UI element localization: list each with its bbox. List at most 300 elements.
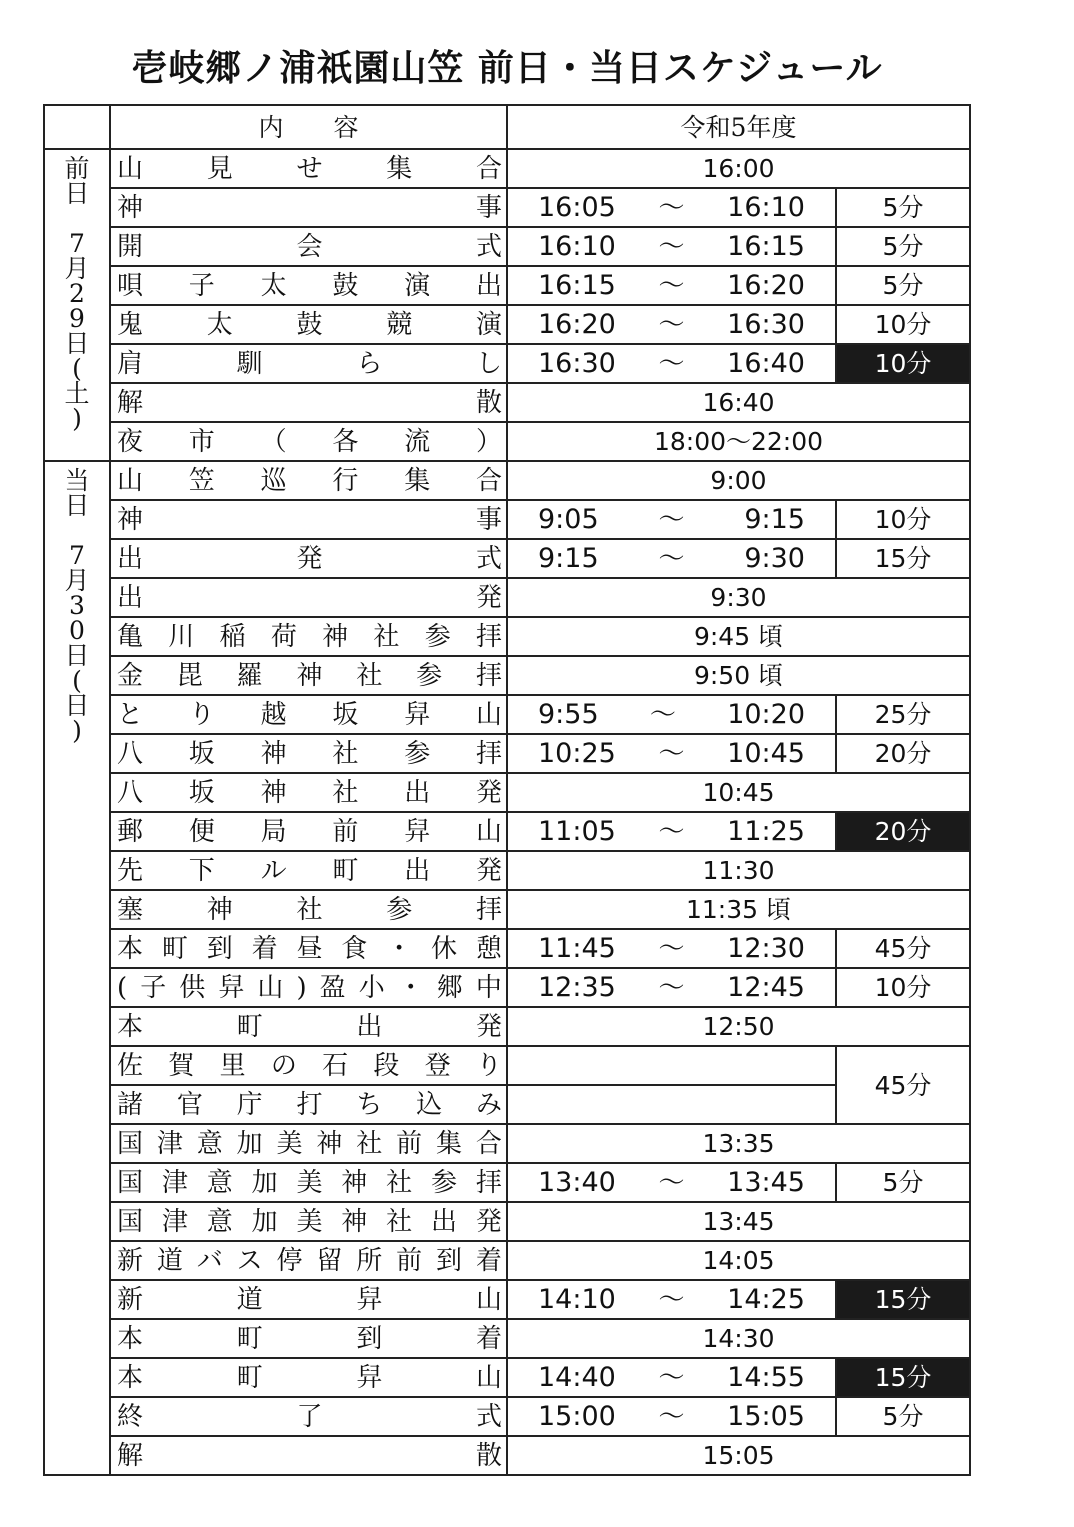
event-cell <box>110 656 507 695</box>
event-char: 舁 <box>404 816 431 847</box>
start-time: 14:40 <box>538 1362 616 1393</box>
event-char: 段 <box>373 1050 400 1081</box>
event-char: り <box>475 1050 502 1081</box>
time-range-cell <box>507 227 836 266</box>
event-char: 市 <box>188 426 215 457</box>
event-name <box>111 306 506 343</box>
event-char: 津 <box>156 1128 183 1159</box>
event-char: 町 <box>236 1323 263 1354</box>
tilde: ～ <box>658 504 685 535</box>
event-char: 到 <box>356 1323 383 1354</box>
event-char: 神 <box>316 1128 343 1159</box>
end-time: 10:20 <box>727 699 805 730</box>
event-char: 加 <box>236 1128 263 1159</box>
event-cell <box>110 539 507 578</box>
time-cell: 9:45 頃 <box>507 617 970 656</box>
event-char: 合 <box>475 153 502 184</box>
tilde: ～ <box>658 309 685 340</box>
table-row <box>44 1280 970 1319</box>
event-cell <box>110 1397 507 1436</box>
event-char: 舁 <box>218 972 245 1003</box>
event-char: 神 <box>341 1206 368 1237</box>
schedule-table <box>43 104 971 1476</box>
event-cell <box>110 734 507 773</box>
table-row <box>44 812 970 851</box>
event-char: 神 <box>117 504 144 535</box>
duration-cell: 5分 <box>836 1163 970 1202</box>
event-char: 先 <box>117 855 144 886</box>
event-name <box>111 618 506 655</box>
day-label-cell <box>44 461 110 1475</box>
start-time: 12:35 <box>538 972 616 1003</box>
time-range-cell <box>507 500 836 539</box>
page-title: 壱岐郷ノ浦祇園山笠 前日・当日スケジュール <box>131 47 883 89</box>
table-row <box>44 1358 970 1397</box>
event-char: 社 <box>332 777 359 808</box>
event-char: 拝 <box>475 660 502 691</box>
event-char: 山 <box>475 699 502 730</box>
time-range <box>508 506 835 533</box>
event-char: 式 <box>475 543 502 574</box>
event-cell <box>110 188 507 227</box>
event-char: 町 <box>161 933 188 964</box>
event-name <box>111 813 506 850</box>
table-row <box>44 305 970 344</box>
time-range-cell <box>507 344 836 383</box>
event-cell <box>110 461 507 500</box>
event-name <box>111 930 506 967</box>
event-char: 開 <box>117 231 144 262</box>
event-name <box>111 423 506 460</box>
duration-cell: 20分 <box>836 734 970 773</box>
table-row <box>44 1202 970 1241</box>
event-cell <box>110 1007 507 1046</box>
event-char: 終 <box>117 1401 144 1432</box>
start-time: 13:40 <box>538 1167 616 1198</box>
tilde: ～ <box>658 933 685 964</box>
event-char: 盈 <box>319 972 346 1003</box>
start-time: 9:15 <box>538 543 599 574</box>
duration-cell: 25分 <box>836 695 970 734</box>
day-label-char: ( <box>72 666 82 695</box>
event-name <box>111 1164 506 1201</box>
tilde: ～ <box>658 1401 685 1432</box>
event-cell <box>110 1358 507 1397</box>
event-char: 合 <box>475 1128 502 1159</box>
event-char: 局 <box>260 816 287 847</box>
table-row <box>44 1085 970 1124</box>
end-time: 15:05 <box>727 1401 805 1432</box>
start-time: 11:45 <box>538 933 616 964</box>
event-char: 神 <box>296 660 323 691</box>
event-char: 発 <box>475 582 502 613</box>
tilde: ～ <box>658 543 685 574</box>
table-row <box>44 929 970 968</box>
event-cell <box>110 929 507 968</box>
duration-cell: 10分 <box>836 305 970 344</box>
event-char: 山 <box>117 465 144 496</box>
event-char: 巡 <box>260 465 287 496</box>
event-char: の <box>270 1050 297 1081</box>
start-time: 11:05 <box>538 816 616 847</box>
time-range <box>508 545 835 572</box>
event-char: 郷 <box>436 972 463 1003</box>
event-char: 川 <box>168 621 195 652</box>
event-char: 集 <box>436 1128 463 1159</box>
event-char: 前 <box>396 1245 423 1276</box>
event-char: 坂 <box>332 699 359 730</box>
event-name <box>111 1125 506 1162</box>
header-year: 令和5年度 <box>507 105 970 149</box>
event-char: 解 <box>117 1440 144 1471</box>
event-name <box>111 189 506 226</box>
event-char: 舁 <box>356 1284 383 1315</box>
event-char: 本 <box>117 933 144 964</box>
event-char: 事 <box>475 192 502 223</box>
event-char: 留 <box>316 1245 343 1276</box>
tilde: ～ <box>658 1284 685 1315</box>
event-name <box>111 657 506 694</box>
time-range-cell <box>507 1280 836 1319</box>
event-char: 発 <box>475 1206 502 1237</box>
day-label-char: 2 <box>69 279 85 308</box>
event-char: 本 <box>117 1011 144 1042</box>
time-range <box>508 935 835 962</box>
event-char: 出 <box>117 582 144 613</box>
start-time: 9:05 <box>538 504 599 535</box>
event-name <box>111 1320 506 1357</box>
time-cell: 16:40 <box>507 383 970 422</box>
table-row <box>44 1436 970 1475</box>
event-char: 石 <box>322 1050 349 1081</box>
event-char: 昼 <box>296 933 323 964</box>
event-char: 集 <box>386 153 413 184</box>
day-label-char: ( <box>72 354 82 383</box>
start-time: 16:15 <box>538 270 616 301</box>
event-cell <box>110 968 507 1007</box>
table-row <box>44 383 970 422</box>
event-name <box>111 1086 506 1123</box>
event-char: ス <box>236 1245 263 1276</box>
start-time: 16:05 <box>538 192 616 223</box>
start-time: 16:30 <box>538 348 616 379</box>
time-cell: 18:00～22:00 <box>507 422 970 461</box>
time-cell: 14:05 <box>507 1241 970 1280</box>
event-char: 社 <box>386 1206 413 1237</box>
event-name <box>111 1008 506 1045</box>
event-char: 本 <box>117 1362 144 1393</box>
event-char: 肩 <box>117 348 144 379</box>
day-label-char: 土 <box>64 379 90 408</box>
event-char: 社 <box>373 621 400 652</box>
start-time: 16:20 <box>538 309 616 340</box>
event-char: 山 <box>257 972 284 1003</box>
time-cell: 11:35 頃 <box>507 890 970 929</box>
time-range-cell <box>507 1163 836 1202</box>
time-cell: 13:35 <box>507 1124 970 1163</box>
event-char: 美 <box>296 1167 323 1198</box>
event-cell <box>110 1085 507 1124</box>
time-range <box>508 974 835 1001</box>
duration-cell: 5分 <box>836 266 970 305</box>
event-char: 参 <box>416 660 443 691</box>
event-name <box>111 267 506 304</box>
day-label-char: 日 <box>64 329 90 358</box>
tilde: ～ <box>658 816 685 847</box>
event-char: 塞 <box>117 894 144 925</box>
event-char: 賀 <box>168 1050 195 1081</box>
event-char: 美 <box>296 1206 323 1237</box>
event-cell <box>110 617 507 656</box>
event-char: 八 <box>117 777 144 808</box>
event-char: 合 <box>475 465 502 496</box>
event-name <box>111 345 506 382</box>
event-char: 散 <box>475 1440 502 1471</box>
header-content: 内 容 <box>110 105 507 149</box>
event-char: 式 <box>475 231 502 262</box>
event-char: 参 <box>386 894 413 925</box>
event-char: ・ <box>386 933 413 964</box>
event-name <box>111 969 506 1006</box>
table-row <box>44 500 970 539</box>
event-char: 便 <box>188 816 215 847</box>
table-row <box>44 266 970 305</box>
event-char: 前 <box>332 816 359 847</box>
empty-time-cell <box>507 1046 836 1085</box>
tilde: ～ <box>658 738 685 769</box>
event-name <box>111 774 506 811</box>
day-label-char: 前 <box>64 154 90 183</box>
day-label-char <box>45 518 109 543</box>
event-char: 山 <box>475 1284 502 1315</box>
table-row <box>44 968 970 1007</box>
event-char: 官 <box>176 1089 203 1120</box>
event-char: 拝 <box>475 621 502 652</box>
event-char: 到 <box>436 1245 463 1276</box>
event-char: 坂 <box>188 738 215 769</box>
table-row <box>44 578 970 617</box>
event-char: 拝 <box>475 894 502 925</box>
start-time: 9:55 <box>538 699 599 730</box>
end-time: 12:45 <box>727 972 805 1003</box>
time-cell: 9:30 <box>507 578 970 617</box>
table-row <box>44 1124 970 1163</box>
event-char: 流 <box>404 426 431 457</box>
event-char: 馴 <box>236 348 263 379</box>
event-char: 鬼 <box>117 309 144 340</box>
event-name <box>111 1242 506 1279</box>
event-char: 津 <box>161 1167 188 1198</box>
event-cell <box>110 344 507 383</box>
event-char: 荷 <box>270 621 297 652</box>
day-label-char: 7 <box>69 229 85 258</box>
event-char: 坂 <box>188 777 215 808</box>
duration-cell: 5分 <box>836 227 970 266</box>
event-char: ） <box>475 426 502 457</box>
event-cell <box>110 1124 507 1163</box>
tilde: ～ <box>658 348 685 379</box>
event-char: 社 <box>332 738 359 769</box>
event-char: 参 <box>404 738 431 769</box>
event-name <box>111 540 506 577</box>
event-char: 社 <box>386 1167 413 1198</box>
event-char: 神 <box>322 621 349 652</box>
event-char: 拝 <box>475 1167 502 1198</box>
event-char: 停 <box>276 1245 303 1276</box>
time-range-cell <box>507 1358 836 1397</box>
event-char: 笠 <box>188 465 215 496</box>
table-row <box>44 1163 970 1202</box>
event-char: 出 <box>356 1011 383 1042</box>
event-char: 着 <box>251 933 278 964</box>
time-range <box>508 1169 835 1196</box>
event-char: ち <box>356 1089 383 1120</box>
time-range-cell <box>507 1397 836 1436</box>
event-cell <box>110 305 507 344</box>
event-char: 拝 <box>475 738 502 769</box>
end-time: 16:30 <box>727 309 805 340</box>
event-char: 散 <box>475 387 502 418</box>
time-range <box>508 233 835 260</box>
event-char: 金 <box>117 660 144 691</box>
event-char: 郵 <box>117 816 144 847</box>
start-time: 14:10 <box>538 1284 616 1315</box>
event-char: 新 <box>117 1245 144 1276</box>
event-char: 太 <box>260 270 287 301</box>
event-char: 佐 <box>117 1050 144 1081</box>
event-name <box>111 852 506 889</box>
time-range <box>508 350 835 377</box>
time-cell: 11:30 <box>507 851 970 890</box>
event-char: せ <box>296 153 323 184</box>
day-label-cell <box>44 149 110 461</box>
end-time: 13:45 <box>727 1167 805 1198</box>
event-char: 所 <box>356 1245 383 1276</box>
time-range <box>508 311 835 338</box>
event-char: り <box>188 699 215 730</box>
event-char: 舁 <box>356 1362 383 1393</box>
day-label-char: 月 <box>64 254 90 283</box>
event-char: 休 <box>431 933 458 964</box>
event-char: 打 <box>296 1089 323 1120</box>
event-char: 八 <box>117 738 144 769</box>
end-time: 14:55 <box>727 1362 805 1393</box>
duration-cell: 5分 <box>836 188 970 227</box>
time-cell: 15:05 <box>507 1436 970 1475</box>
event-char: 演 <box>475 309 502 340</box>
event-cell <box>110 812 507 851</box>
time-cell: 10:45 <box>507 773 970 812</box>
event-name <box>111 501 506 538</box>
event-char: 子 <box>140 972 167 1003</box>
event-char: 神 <box>260 777 287 808</box>
event-cell <box>110 1241 507 1280</box>
event-char: 加 <box>251 1167 278 1198</box>
event-char: 発 <box>475 777 502 808</box>
event-char: 各 <box>332 426 359 457</box>
start-time: 15:00 <box>538 1401 616 1432</box>
event-cell <box>110 578 507 617</box>
event-char: 社 <box>296 894 323 925</box>
schedule-body <box>44 105 970 1475</box>
table-row <box>44 1397 970 1436</box>
start-time: 16:10 <box>538 231 616 262</box>
duration-cell: 15分 <box>836 1358 970 1397</box>
event-char: と <box>117 699 144 730</box>
table-row <box>44 1046 970 1085</box>
time-range-cell <box>507 968 836 1007</box>
time-range <box>508 194 835 221</box>
day-label-char: 日 <box>64 691 90 720</box>
event-char: 着 <box>475 1323 502 1354</box>
event-name <box>111 579 506 616</box>
duration-cell: 5分 <box>836 1397 970 1436</box>
event-char: 諸 <box>117 1089 144 1120</box>
event-char: 出 <box>431 1206 458 1237</box>
event-char: 太 <box>206 309 233 340</box>
end-time: 10:45 <box>727 738 805 769</box>
event-cell <box>110 1202 507 1241</box>
time-cell: 9:00 <box>507 461 970 500</box>
event-cell <box>110 1319 507 1358</box>
event-cell <box>110 1046 507 1085</box>
event-char: 意 <box>206 1167 233 1198</box>
event-char: 亀 <box>117 621 144 652</box>
end-time: 12:30 <box>727 933 805 964</box>
day-label-char: ) <box>72 716 82 745</box>
event-char: 演 <box>404 270 431 301</box>
day-label-char: 0 <box>69 616 85 645</box>
event-char: 参 <box>424 621 451 652</box>
time-range <box>508 1286 835 1313</box>
tilde: ～ <box>658 1167 685 1198</box>
event-name <box>111 1437 506 1474</box>
duration-cell: 10分 <box>836 500 970 539</box>
event-char: 出 <box>117 543 144 574</box>
event-char: 夜 <box>117 426 144 457</box>
event-char: 美 <box>276 1128 303 1159</box>
table-row <box>44 422 970 461</box>
day-label-char: 日 <box>64 179 90 208</box>
time-range-cell <box>507 734 836 773</box>
event-char: 解 <box>117 387 144 418</box>
table-row <box>44 344 970 383</box>
event-cell <box>110 851 507 890</box>
event-cell <box>110 1163 507 1202</box>
event-char: 神 <box>341 1167 368 1198</box>
event-char: 国 <box>117 1128 144 1159</box>
tilde: ～ <box>658 231 685 262</box>
event-char: 着 <box>475 1245 502 1276</box>
time-cell: 9:50 頃 <box>507 656 970 695</box>
event-char: 競 <box>386 309 413 340</box>
event-char: 山 <box>475 1362 502 1393</box>
day-label-char: 当 <box>64 466 90 495</box>
event-char: 本 <box>117 1323 144 1354</box>
end-time: 16:20 <box>727 270 805 301</box>
event-char: 神 <box>206 894 233 925</box>
event-name <box>111 1203 506 1240</box>
event-char: 中 <box>475 972 502 1003</box>
day-label-char: 日 <box>64 491 90 520</box>
time-cell: 16:00 <box>507 149 970 188</box>
tilde: ～ <box>658 1362 685 1393</box>
event-char: 意 <box>196 1128 223 1159</box>
tilde: ～ <box>658 270 685 301</box>
time-range <box>508 1364 835 1391</box>
event-char: ・ <box>397 972 424 1003</box>
table-row <box>44 1007 970 1046</box>
